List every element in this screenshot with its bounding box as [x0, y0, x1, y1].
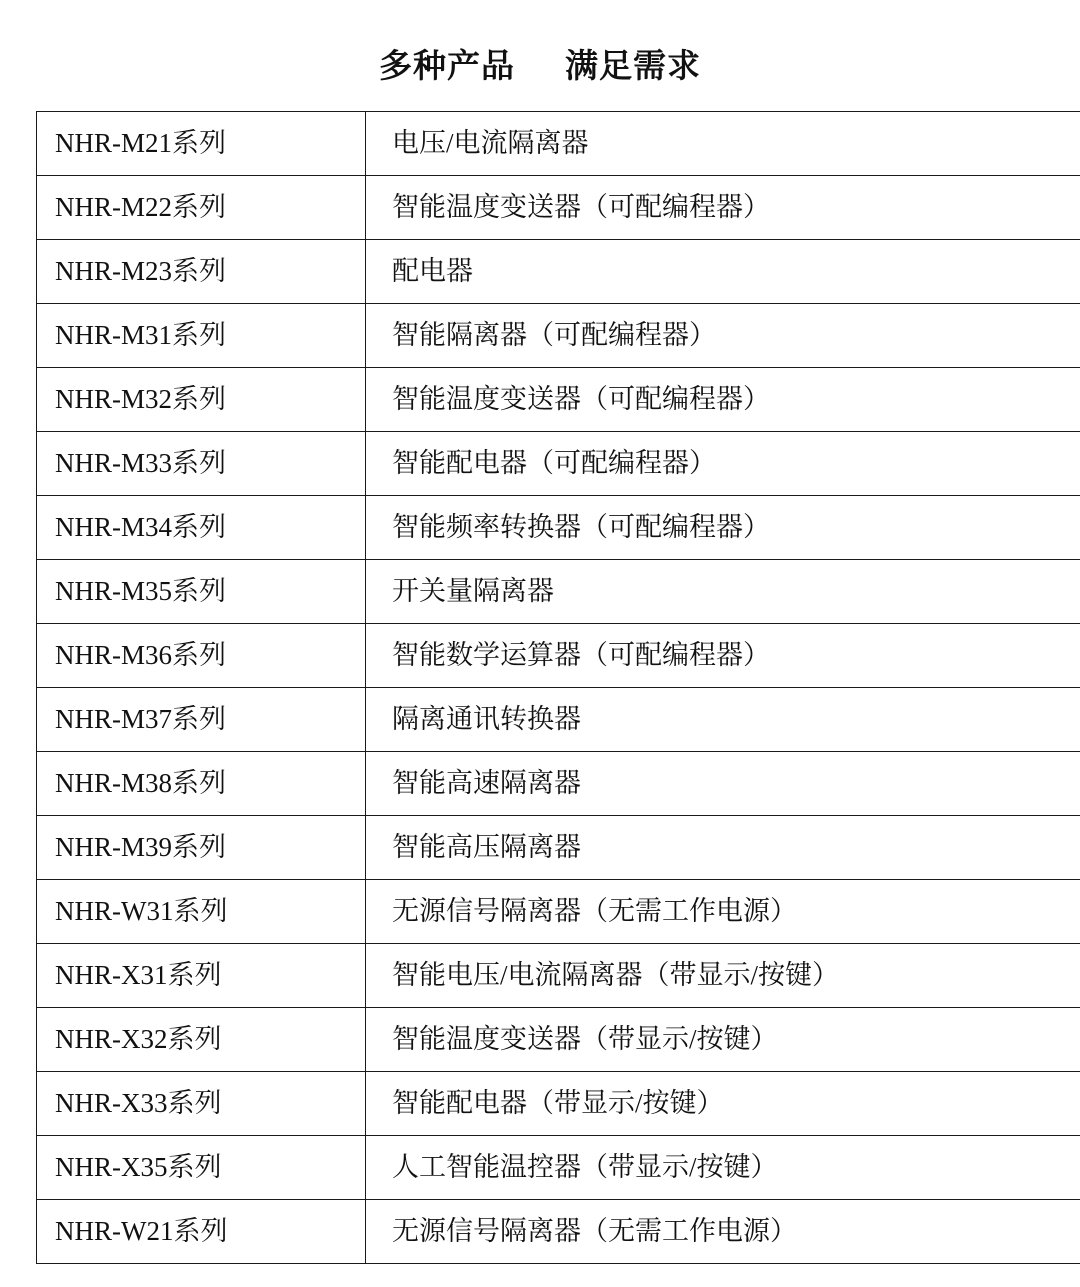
- cell-description: 智能数学运算器（可配编程器）: [366, 624, 1080, 688]
- cell-model: NHR-M37系列: [37, 688, 366, 752]
- cell-model: NHR-X33系列: [37, 1072, 366, 1136]
- cell-description: 电压/电流隔离器: [366, 112, 1080, 176]
- cell-model: NHR-M34系列: [37, 496, 366, 560]
- cell-model: NHR-M32系列: [37, 368, 366, 432]
- cell-model: NHR-M33系列: [37, 432, 366, 496]
- table-row: [37, 112, 1080, 176]
- cell-description: 开关量隔离器: [366, 560, 1080, 624]
- table-row: [37, 496, 1080, 560]
- table-row: [37, 816, 1080, 880]
- table-row: [37, 368, 1080, 432]
- cell-description: 智能配电器（可配编程器）: [366, 432, 1080, 496]
- table-row: [37, 752, 1080, 816]
- table-row: [37, 880, 1080, 944]
- cell-description: 配电器: [366, 240, 1080, 304]
- product-table: [36, 111, 1080, 1264]
- page-title: 多种产品 满足需求: [379, 46, 701, 85]
- cell-model: NHR-M31系列: [37, 304, 366, 368]
- table-row: [37, 624, 1080, 688]
- cell-description: 智能高压隔离器: [366, 816, 1080, 880]
- cell-description: 智能电压/电流隔离器（带显示/按键）: [366, 944, 1080, 1008]
- cell-model: NHR-X35系列: [37, 1136, 366, 1200]
- cell-model: NHR-W31系列: [37, 880, 366, 944]
- cell-model: NHR-M23系列: [37, 240, 366, 304]
- cell-description: 人工智能温控器（带显示/按键）: [366, 1136, 1080, 1200]
- cell-model: NHR-M36系列: [37, 624, 366, 688]
- table-row: [37, 944, 1080, 1008]
- cell-description: 智能隔离器（可配编程器）: [366, 304, 1080, 368]
- table-row: [37, 688, 1080, 752]
- table-row: [37, 1008, 1080, 1072]
- cell-model: NHR-W21系列: [37, 1200, 366, 1264]
- table-row: [37, 240, 1080, 304]
- table-row: [37, 560, 1080, 624]
- cell-description: 智能温度变送器（带显示/按键）: [366, 1008, 1080, 1072]
- cell-description: 无源信号隔离器（无需工作电源）: [366, 1200, 1080, 1264]
- product-table-body: [37, 112, 1080, 1264]
- cell-description: 隔离通讯转换器: [366, 688, 1080, 752]
- cell-model: NHR-M21系列: [37, 112, 366, 176]
- table-row: [37, 304, 1080, 368]
- table-row: [37, 176, 1080, 240]
- cell-model: NHR-M22系列: [37, 176, 366, 240]
- cell-description: 智能配电器（带显示/按键）: [366, 1072, 1080, 1136]
- cell-description: 智能高速隔离器: [366, 752, 1080, 816]
- table-row: [37, 1072, 1080, 1136]
- table-row: [37, 432, 1080, 496]
- cell-description: 智能温度变送器（可配编程器）: [366, 176, 1080, 240]
- cell-model: NHR-M38系列: [37, 752, 366, 816]
- product-table-wrapper: [0, 111, 1080, 1264]
- cell-description: 无源信号隔离器（无需工作电源）: [366, 880, 1080, 944]
- table-row: [37, 1200, 1080, 1264]
- cell-description: 智能温度变送器（可配编程器）: [366, 368, 1080, 432]
- cell-model: NHR-M35系列: [37, 560, 366, 624]
- cell-model: NHR-X31系列: [37, 944, 366, 1008]
- cell-description: 智能频率转换器（可配编程器）: [366, 496, 1080, 560]
- table-row: [37, 1136, 1080, 1200]
- cell-model: NHR-X32系列: [37, 1008, 366, 1072]
- cell-model: NHR-M39系列: [37, 816, 366, 880]
